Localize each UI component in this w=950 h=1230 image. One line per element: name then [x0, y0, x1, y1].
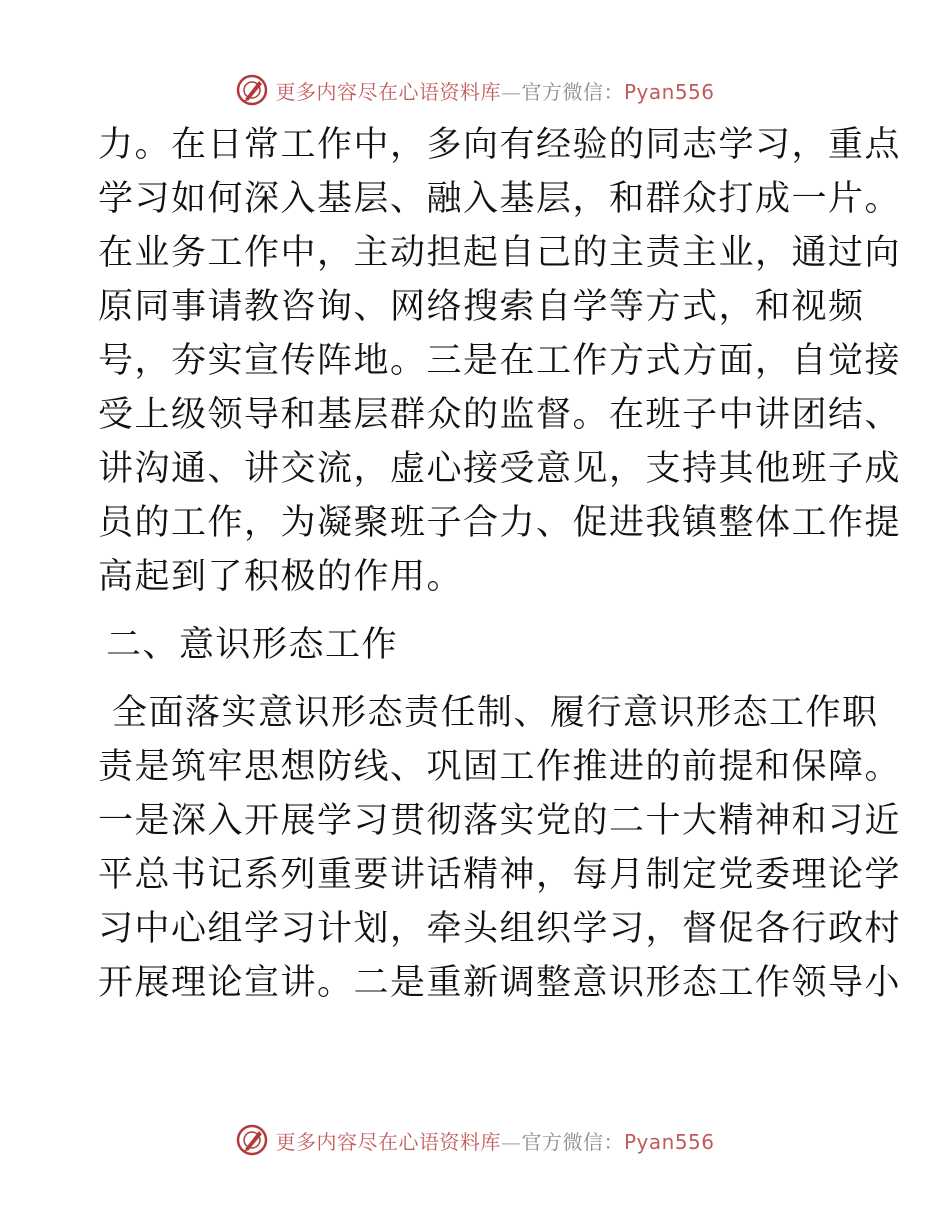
- document-body: [98, 118, 902, 1010]
- watermark-text: 更多内容尽在心语资料库—官方微信：Pyan556: [275, 79, 715, 104]
- text-line: 开展理论宣讲。二是重新调整意识形态工作领导小: [98, 963, 902, 1003]
- text-line: 高起到了积极的作用。: [98, 557, 464, 597]
- text-line: 责是筑牢思想防线、巩固工作推进的前提和保障。: [98, 747, 902, 787]
- text-line: 全面落实意识形态责任制、履行意识形态工作职: [112, 693, 879, 733]
- pen-logo-icon: [235, 73, 269, 107]
- paragraph-1: [98, 118, 902, 604]
- footer-watermark: [0, 1120, 950, 1160]
- paragraph-2: [98, 686, 902, 1010]
- pen-logo-icon: [235, 1123, 269, 1157]
- text-line: 习中心组学习计划，牵头组织学习，督促各行政村: [98, 909, 902, 949]
- text-line: 平总书记系列重要讲话精神，每月制定党委理论学: [98, 855, 902, 895]
- text-line: 讲沟通、讲交流，虚心接受意见，支持其他班子成: [98, 449, 902, 489]
- text-line: 号，夯实宣传阵地。三是在工作方式方面，自觉接: [98, 341, 902, 381]
- text-line: 受上级领导和基层群众的监督。在班子中讲团结、: [98, 395, 902, 435]
- watermark-text: 更多内容尽在心语资料库—官方微信：Pyan556: [275, 1129, 715, 1154]
- section-heading: 二、意识形态工作: [106, 625, 399, 665]
- text-line: 力。在日常工作中，多向有经验的同志学习，重点: [98, 125, 902, 165]
- text-line: 员的工作，为凝聚班子合力、促进我镇整体工作提: [98, 503, 902, 543]
- text-line: 学习如何深入基层、融入基层，和群众打成一片。: [98, 179, 902, 219]
- text-line: 在业务工作中，主动担起自己的主责主业，通过向: [98, 233, 902, 273]
- text-line: 原同事请教咨询、网络搜索自学等方式，和视频: [98, 287, 865, 327]
- header-watermark: [0, 70, 950, 110]
- text-line: 一是深入开展学习贯彻落实党的二十大精神和习近: [98, 801, 902, 841]
